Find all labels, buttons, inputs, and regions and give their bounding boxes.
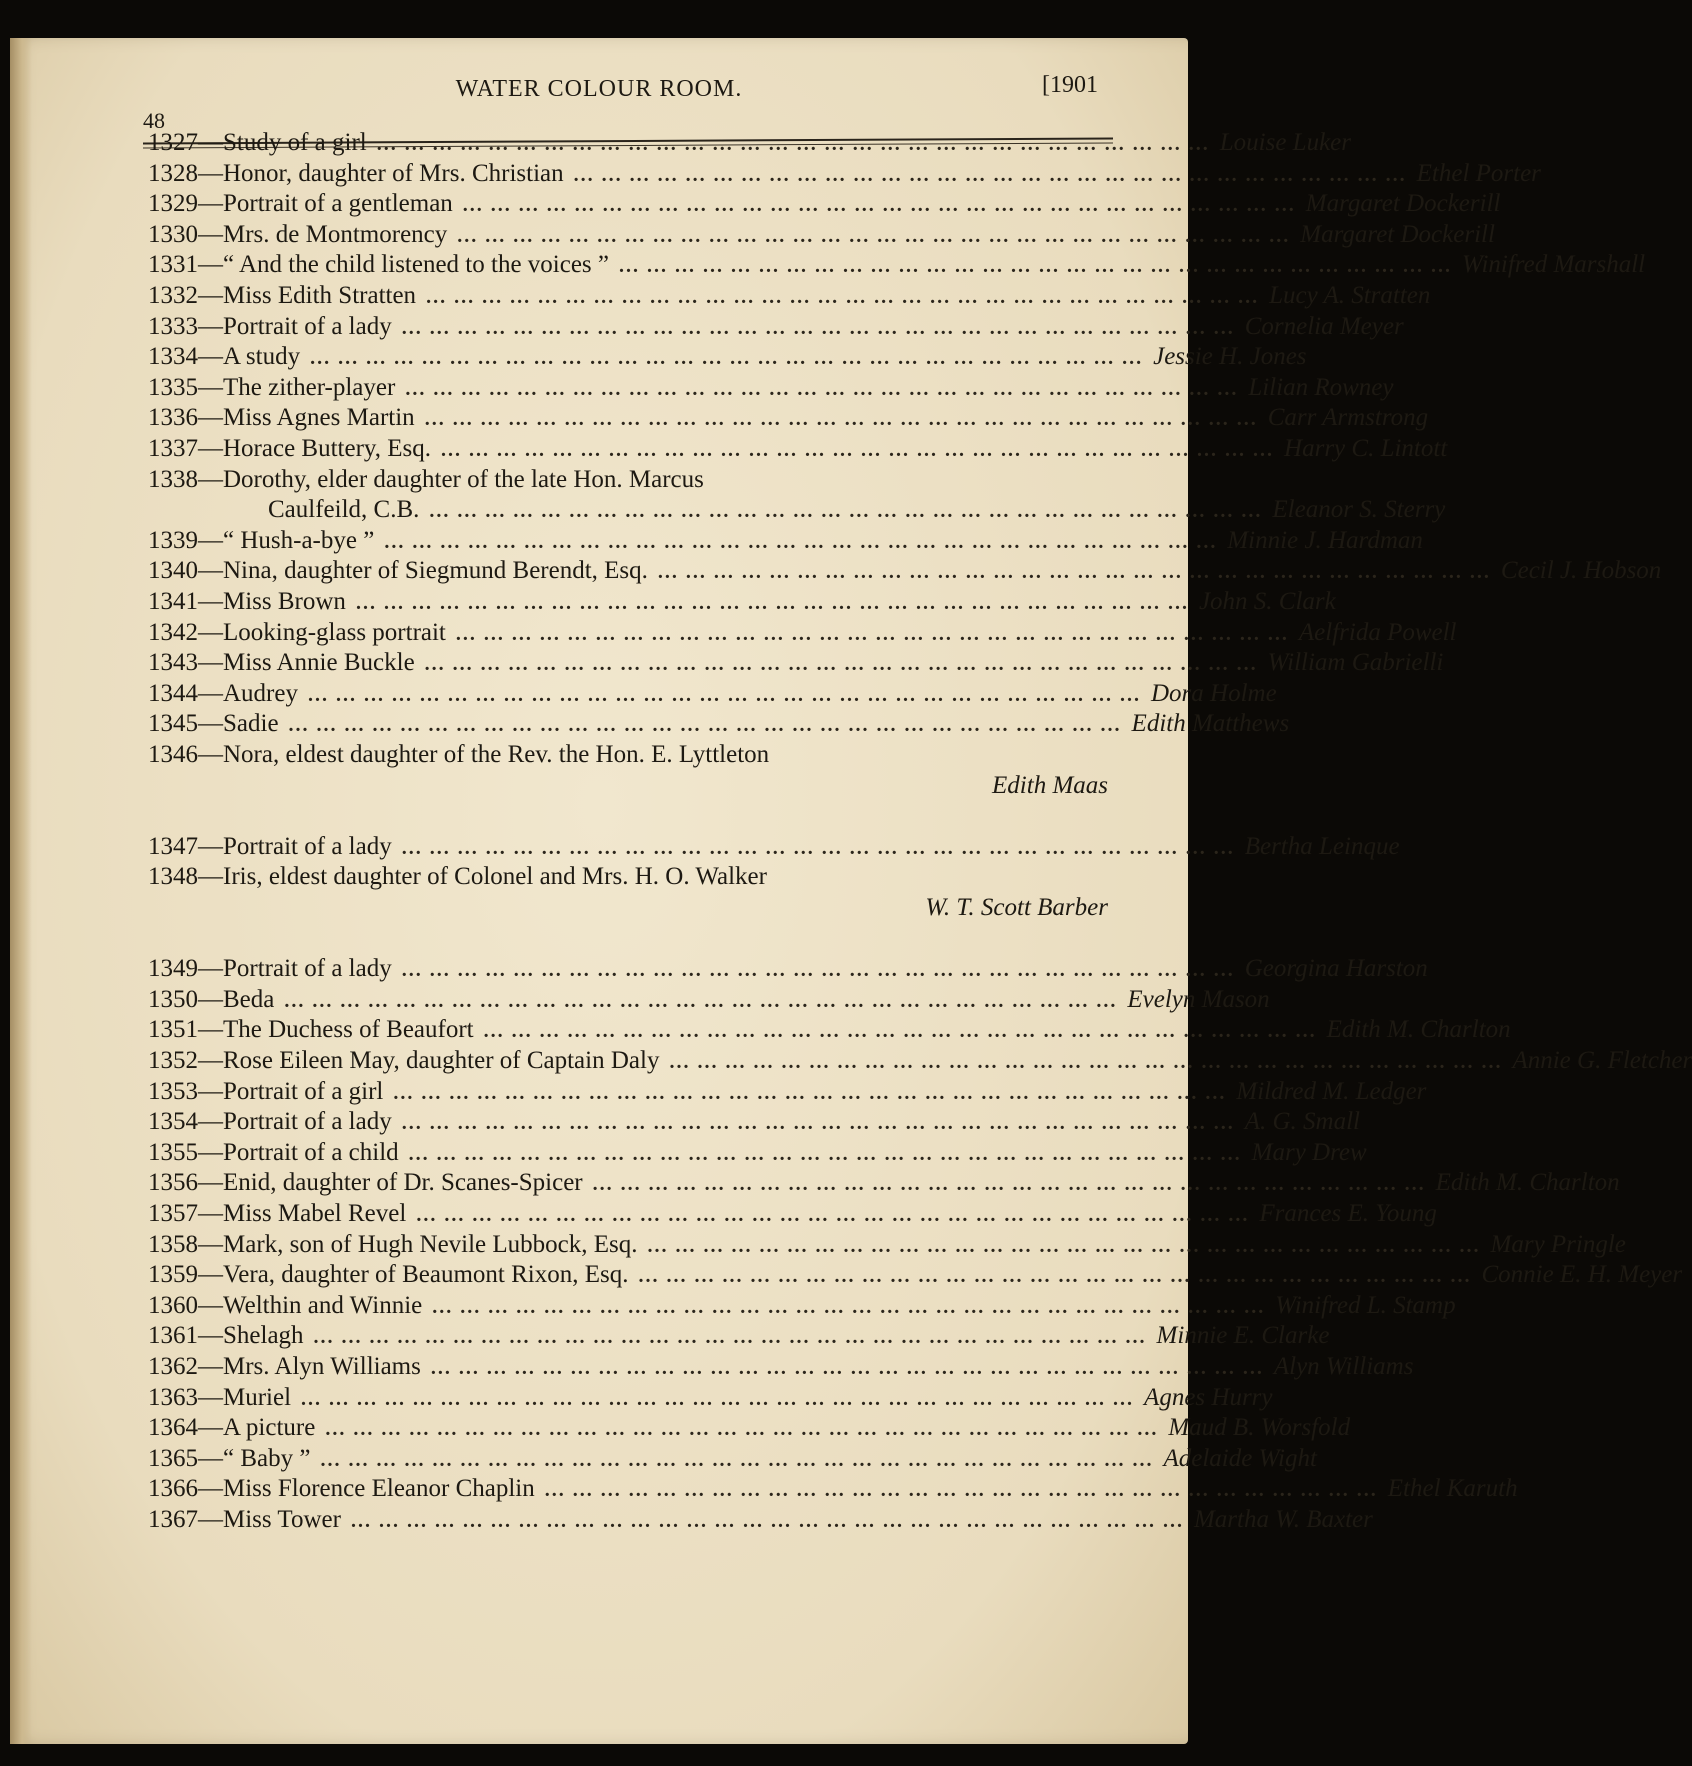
- entry-number: 1335: [148, 373, 198, 401]
- entry-number: 1336: [148, 404, 198, 432]
- entry-artist: Minnie E. Clarke: [1156, 1322, 1330, 1350]
- entry-artist: Lilian Rowney: [1248, 373, 1394, 401]
- dot-leader: ... ... ... ... ... ... ... ... ... ... ... ... ... ... ... ... ... ... ... ... ... ... ... ... ... ... ... ... ... ...: [424, 408, 1258, 431]
- entry-artist: Agnes Hurry: [1144, 1383, 1273, 1411]
- entry-title: —Audrey: [198, 679, 298, 707]
- catalogue-entry: [148, 159, 1541, 189]
- catalogue-entry: [148, 1413, 1351, 1443]
- dot-leader: ... ... ... ... ... ... ... ... ... ... ... ... ... ... ... ... ... ... ... ... ... ... ... ... ... ... ... ... ... ...: [376, 133, 1210, 155]
- entry-title: —Miss Agnes Martin: [198, 404, 415, 432]
- entry-number: 1342: [148, 618, 198, 646]
- entry-artist: Mildred M. Ledger: [1236, 1077, 1427, 1105]
- entry-number: 1329: [148, 190, 198, 218]
- entry-number: 1347: [148, 832, 198, 860]
- dot-leader: ... ... ... ... ... ... ... ... ... ... ... ... ... ... ... ... ... ... ... ... ... ... ... ... ... ... ... ... ... ...: [647, 1234, 1481, 1257]
- entry-title: —Mark, son of Hugh Nevile Lubbock, Esq.: [198, 1230, 638, 1258]
- dot-leader: ... ... ... ... ... ... ... ... ... ... ... ... ... ... ... ... ... ... ... ... ... ... ... ... ... ... ... ... ... ...: [657, 561, 1491, 584]
- dot-leader: ... ... ... ... ... ... ... ... ... ... ... ... ... ... ... ... ... ... ... ... ... ... ... ... ... ... ... ... ... ...: [320, 1448, 1154, 1471]
- entry-continuation: [268, 495, 1446, 525]
- entry-title: —“ Hush-a-bye ”: [198, 526, 375, 554]
- entry-title: —Nora, eldest daughter of the Rev. the Hon. E. Lyttleton: [198, 741, 770, 768]
- catalogue-entry: [148, 1199, 1437, 1229]
- entry-number: 1366: [148, 1475, 198, 1503]
- catalogue-entry: [148, 985, 1270, 1015]
- dot-leader: ... ... ... ... ... ... ... ... ... ... ... ... ... ... ... ... ... ... ... ... ... ... ... ... ... ... ... ... ... ...: [401, 316, 1235, 339]
- dot-leader: ... ... ... ... ... ... ... ... ... ... ... ... ... ... ... ... ... ... ... ... ... ... ... ... ... ... ... ... ... ...: [313, 1326, 1147, 1349]
- catalogue-entry: [148, 1321, 1330, 1351]
- catalogue-page: [10, 38, 1692, 1744]
- entry-number: 1356: [148, 1169, 198, 1197]
- entry-title: —Sadie: [198, 710, 279, 738]
- catalogue-entry: [148, 648, 1444, 678]
- year-label: [1901: [1042, 72, 1098, 98]
- catalogue-entry: [148, 1230, 1626, 1260]
- entry-number: 1357: [148, 1200, 198, 1227]
- book-gutter: [10, 38, 32, 1744]
- entry-title: —Welthin and Winnie: [198, 1291, 423, 1319]
- catalogue-entry: [148, 465, 1108, 495]
- entry-artist: Aelfrida Powell: [1298, 618, 1457, 646]
- entry-title: —Portrait of a lady: [198, 312, 392, 340]
- entry-title: —Enid, daughter of Dr. Scanes-Spicer: [198, 1169, 583, 1197]
- entry-number: 1351: [148, 1016, 198, 1044]
- entry-number: 1331: [148, 251, 198, 279]
- catalogue-entry: [148, 1015, 1511, 1045]
- entry-title-continued: Caulfeild, C.B.: [268, 496, 420, 524]
- entry-artist: Margaret Dockerill: [1305, 190, 1501, 218]
- dot-leader: ... ... ... ... ... ... ... ... ... ... ... ... ... ... ... ... ... ... ... ... ... ... ... ... ... ... ... ... ... ...: [483, 1020, 1317, 1043]
- dot-leader: ... ... ... ... ... ... ... ... ... ... ... ... ... ... ... ... ... ... ... ... ... ... ... ... ... ... ... ... ... ...: [393, 1081, 1227, 1104]
- dot-leader: ... ... ... ... ... ... ... ... ... ... ... ... ... ... ... ... ... ... ... ... ... ... ... ... ... ... ... ... ... ...: [462, 194, 1296, 217]
- entry-title: —The zither-player: [198, 373, 396, 401]
- entry-number: 1337: [148, 435, 198, 462]
- catalogue-entry: [148, 1352, 1414, 1382]
- catalogue-entry: [148, 556, 1662, 586]
- entry-title: —Miss Tower: [198, 1506, 341, 1533]
- dot-leader: ... ... ... ... ... ... ... ... ... ... ... ... ... ... ... ... ... ... ... ... ... ... ... ... ... ... ... ... ... ...: [429, 500, 1263, 523]
- entry-artist: Ethel Porter: [1416, 159, 1541, 187]
- entry-artist: W. T. Scott Barber: [925, 894, 1108, 921]
- catalogue-entry: [148, 954, 1428, 984]
- entry-title: —Nina, daughter of Siegmund Berendt, Esq.: [198, 557, 648, 585]
- dot-leader: ... ... ... ... ... ... ... ... ... ... ... ... ... ... ... ... ... ... ... ... ... ... ... ... ... ... ... ... ... ...: [619, 255, 1453, 278]
- entry-artist: Minnie J. Hardman: [1227, 526, 1423, 554]
- entry-artist: Cornelia Meyer: [1244, 312, 1404, 340]
- dot-leader: ... ... ... ... ... ... ... ... ... ... ... ... ... ... ... ... ... ... ... ... ... ... ... ... ... ... ... ... ... ...: [573, 163, 1407, 186]
- entry-number: 1340: [148, 557, 198, 585]
- dot-leader: ... ... ... ... ... ... ... ... ... ... ... ... ... ... ... ... ... ... ... ... ... ... ... ... ... ... ... ... ... ...: [384, 530, 1218, 553]
- dot-leader: ... ... ... ... ... ... ... ... ... ... ... ... ... ... ... ... ... ... ... ... ... ... ... ... ... ... ... ... ... ...: [401, 836, 1235, 859]
- entry-title: —Mrs. de Montmorency: [198, 220, 448, 248]
- entry-artist: Winifred L. Stamp: [1275, 1291, 1456, 1319]
- dot-leader: ... ... ... ... ... ... ... ... ... ... ... ... ... ... ... ... ... ... ... ... ... ... ... ... ... ... ... ... ... ...: [441, 439, 1275, 461]
- entry-artist: Connie E. H. Meyer: [1481, 1261, 1683, 1289]
- dot-leader: ... ... ... ... ... ... ... ... ... ... ... ... ... ... ... ... ... ... ... ... ... ... ... ... ... ... ... ... ... ...: [544, 1479, 1378, 1502]
- entry-number: 1333: [148, 312, 198, 340]
- catalogue-entry: [148, 526, 1423, 556]
- entry-number: 1343: [148, 649, 198, 677]
- entry-title: —Looking-glass portrait: [198, 618, 446, 646]
- entry-number: 1345: [148, 710, 198, 738]
- entry-number: 1349: [148, 955, 198, 983]
- catalogue-entry: [148, 403, 1429, 433]
- dot-leader: ... ... ... ... ... ... ... ... ... ... ... ... ... ... ... ... ... ... ... ... ... ... ... ... ... ... ... ... ... ...: [405, 377, 1239, 400]
- entry-title: —“ Baby ”: [198, 1444, 311, 1472]
- catalogue-entry: [148, 342, 1307, 372]
- catalogue-entry: [148, 1168, 1620, 1198]
- entry-artist: Mary Drew: [1251, 1138, 1367, 1166]
- catalogue-entry: [148, 1474, 1518, 1504]
- dot-leader: ... ... ... ... ... ... ... ... ... ... ... ... ... ... ... ... ... ... ... ... ... ... ... ... ... ... ... ... ... ...: [455, 622, 1289, 645]
- entry-number: 1330: [148, 220, 198, 248]
- dot-leader: ... ... ... ... ... ... ... ... ... ... ... ... ... ... ... ... ... ... ... ... ... ... ... ... ... ... ... ... ... ...: [288, 714, 1122, 737]
- entry-number: 1341: [148, 588, 198, 615]
- catalogue-entry: [148, 312, 1404, 342]
- entry-artist: Edith M. Charlton: [1435, 1169, 1620, 1197]
- entry-title: —Portrait of a lady: [198, 1108, 392, 1136]
- entry-artist: Alyn Williams: [1273, 1353, 1414, 1380]
- entry-number: 1367: [148, 1506, 198, 1533]
- entry-artist: Edith Maas: [992, 771, 1108, 799]
- page-number: 48: [143, 108, 165, 133]
- entry-artist: Margaret Dockerill: [1300, 220, 1495, 248]
- catalogue-entry: [148, 1444, 1317, 1474]
- entry-artist: Martha W. Baxter: [1193, 1506, 1373, 1533]
- dot-leader: ... ... ... ... ... ... ... ... ... ... ... ... ... ... ... ... ... ... ... ... ... ... ... ... ... ... ... ... ... ...: [457, 224, 1291, 247]
- entry-title: —Miss Brown: [198, 588, 346, 615]
- entry-number: 1352: [148, 1047, 198, 1074]
- entry-artist: Edith Matthews: [1131, 710, 1290, 738]
- catalogue-entry: [148, 1046, 1692, 1076]
- entry-artist: A. G. Small: [1244, 1108, 1360, 1136]
- entry-number: 1354: [148, 1108, 198, 1136]
- entry-artist: Georgina Harston: [1244, 955, 1428, 983]
- entry-title: —A study: [198, 343, 301, 371]
- dot-leader: ... ... ... ... ... ... ... ... ... ... ... ... ... ... ... ... ... ... ... ... ... ... ... ... ... ... ... ... ... ...: [350, 1510, 1184, 1532]
- catalogue-entry: [148, 1260, 1683, 1290]
- entry-title: —Miss Edith Stratten: [198, 282, 417, 309]
- catalogue-entry: [148, 1383, 1273, 1413]
- entry-title: —Mrs. Alyn Williams: [198, 1353, 421, 1380]
- catalogue-entry: [148, 1291, 1456, 1321]
- entry-number: 1363: [148, 1383, 198, 1411]
- catalogue-entry: [148, 587, 1336, 617]
- entry-title: —Portrait of a lady: [198, 832, 392, 860]
- dot-leader: ... ... ... ... ... ... ... ... ... ... ... ... ... ... ... ... ... ... ... ... ... ... ... ... ... ... ... ... ... ...: [325, 1418, 1159, 1441]
- entry-number: 1365: [148, 1444, 198, 1472]
- dot-leader: ... ... ... ... ... ... ... ... ... ... ... ... ... ... ... ... ... ... ... ... ... ... ... ... ... ... ... ... ... ...: [401, 959, 1235, 982]
- dot-leader: ... ... ... ... ... ... ... ... ... ... ... ... ... ... ... ... ... ... ... ... ... ... ... ... ... ... ... ... ... ...: [301, 1387, 1135, 1410]
- entry-title: —Rose Eileen May, daughter of Captain Daly: [198, 1047, 660, 1074]
- entry-number: 1332: [148, 282, 198, 309]
- entry-title: —Miss Florence Eleanor Chaplin: [198, 1475, 535, 1503]
- entry-number: 1364: [148, 1414, 198, 1442]
- entry-title: —Muriel: [198, 1383, 292, 1411]
- entry-artist: Bertha Leinque: [1244, 832, 1400, 860]
- dot-leader: ... ... ... ... ... ... ... ... ... ... ... ... ... ... ... ... ... ... ... ... ... ... ... ... ... ... ... ... ... ...: [426, 286, 1260, 308]
- entry-number: 1362: [148, 1353, 198, 1380]
- dot-leader: ... ... ... ... ... ... ... ... ... ... ... ... ... ... ... ... ... ... ... ... ... ... ... ... ... ... ... ... ... ...: [638, 1265, 1472, 1288]
- entry-artist: Annie G. Fletcher: [1512, 1047, 1692, 1074]
- entry-title: —Portrait of a girl: [198, 1077, 384, 1105]
- dot-leader: ... ... ... ... ... ... ... ... ... ... ... ... ... ... ... ... ... ... ... ... ... ... ... ... ... ... ... ... ... ...: [310, 347, 1144, 370]
- dot-leader: ... ... ... ... ... ... ... ... ... ... ... ... ... ... ... ... ... ... ... ... ... ... ... ... ... ... ... ... ... ...: [408, 1142, 1242, 1165]
- dot-leader: ... ... ... ... ... ... ... ... ... ... ... ... ... ... ... ... ... ... ... ... ... ... ... ... ... ... ... ... ... ...: [284, 989, 1118, 1012]
- entry-title: —“ And the child listened to the voices ”: [198, 251, 610, 279]
- entry-artist: Frances E. Young: [1259, 1200, 1437, 1227]
- dot-leader: ... ... ... ... ... ... ... ... ... ... ... ... ... ... ... ... ... ... ... ... ... ... ... ... ... ... ... ... ... ...: [355, 592, 1189, 614]
- entry-title: —Portrait of a gentleman: [198, 190, 453, 218]
- running-title: WATER COLOUR ROOM.: [455, 76, 743, 102]
- entry-title: —Horace Buttery, Esq.: [198, 435, 432, 462]
- entry-artist: John S. Clark: [1198, 588, 1336, 615]
- entry-artist: William Gabrielli: [1267, 649, 1444, 677]
- entry-title: —Portrait of a lady: [198, 955, 392, 983]
- entry-artist: Winifred Marshall: [1462, 251, 1646, 279]
- entry-number: 1350: [148, 985, 198, 1013]
- entry-number: 1327: [148, 129, 198, 156]
- catalogue-entry: [148, 1138, 1367, 1168]
- catalogue-entry: [148, 618, 1457, 648]
- entry-artist: Dora Holme: [1150, 679, 1277, 707]
- entry-artist: Evelyn Mason: [1127, 985, 1270, 1013]
- entry-number: 1361: [148, 1322, 198, 1350]
- dot-leader: ... ... ... ... ... ... ... ... ... ... ... ... ... ... ... ... ... ... ... ... ... ... ... ... ... ... ... ... ... ...: [430, 1357, 1264, 1379]
- entry-title: —A picture: [198, 1414, 316, 1442]
- entry-artist: Maud B. Worsfold: [1168, 1414, 1351, 1442]
- catalogue-entry: [148, 862, 1108, 892]
- entry-artist: Mary Pringle: [1490, 1230, 1626, 1258]
- catalogue-entry: [148, 373, 1394, 403]
- entry-number: 1355: [148, 1138, 198, 1166]
- entry-number: 1339: [148, 526, 198, 554]
- entry-title: —Honor, daughter of Mrs. Christian: [198, 159, 564, 187]
- catalogue-entry: [148, 1077, 1427, 1107]
- catalogue-entry: [148, 434, 1448, 464]
- entry-number: 1348: [148, 863, 198, 891]
- catalogue-entry: [148, 220, 1495, 250]
- entry-title: —Vera, daughter of Beaumont Rixon, Esq.: [198, 1261, 629, 1289]
- entry-number: 1360: [148, 1291, 198, 1319]
- entry-number: 1338: [148, 465, 198, 493]
- entry-number: 1359: [148, 1261, 198, 1289]
- catalogue-entry: [148, 679, 1277, 709]
- entry-number: 1346: [148, 741, 198, 768]
- catalogue-entry: [148, 189, 1501, 219]
- entry-artist: Lucy A. Stratten: [1269, 282, 1431, 309]
- catalogue-entry: [148, 128, 1351, 158]
- catalogue-entry: [148, 1505, 1373, 1535]
- entry-title: —Beda: [198, 985, 275, 1013]
- dot-leader: ... ... ... ... ... ... ... ... ... ... ... ... ... ... ... ... ... ... ... ... ... ... ... ... ... ... ... ... ... ...: [307, 683, 1141, 706]
- entry-number: 1344: [148, 679, 198, 707]
- dot-leader: ... ... ... ... ... ... ... ... ... ... ... ... ... ... ... ... ... ... ... ... ... ... ... ... ... ... ... ... ... ...: [424, 653, 1258, 676]
- entry-artist: Cecil J. Hobson: [1500, 557, 1662, 585]
- dot-leader: ... ... ... ... ... ... ... ... ... ... ... ... ... ... ... ... ... ... ... ... ... ... ... ... ... ... ... ... ... ...: [592, 1173, 1426, 1196]
- entry-title: —Miss Annie Buckle: [198, 649, 415, 677]
- entry-title: —Dorothy, elder daughter of the late Hon. Marcus: [198, 465, 704, 493]
- entry-title: —The Duchess of Beaufort: [198, 1016, 474, 1044]
- entry-number: 1334: [148, 343, 198, 371]
- entry-artist: Eleanor S. Sterry: [1272, 496, 1446, 524]
- catalogue-entry: [148, 740, 1108, 770]
- entry-artist: Adelaide Wight: [1163, 1444, 1317, 1472]
- entry-title: —Study of a girl: [198, 129, 367, 156]
- entry-title: —Miss Mabel Revel: [198, 1200, 407, 1227]
- dot-leader: ... ... ... ... ... ... ... ... ... ... ... ... ... ... ... ... ... ... ... ... ... ... ... ... ... ... ... ... ... ...: [669, 1051, 1503, 1073]
- dot-leader: ... ... ... ... ... ... ... ... ... ... ... ... ... ... ... ... ... ... ... ... ... ... ... ... ... ... ... ... ... ...: [416, 1204, 1250, 1226]
- entry-title: —Iris, eldest daughter of Colonel and Mrs. H. O. Walker: [198, 863, 767, 891]
- entry-number: 1328: [148, 159, 198, 187]
- dot-leader: ... ... ... ... ... ... ... ... ... ... ... ... ... ... ... ... ... ... ... ... ... ... ... ... ... ... ... ... ... ...: [401, 1112, 1235, 1135]
- catalogue-entry: [148, 281, 1431, 311]
- dot-leader: ... ... ... ... ... ... ... ... ... ... ... ... ... ... ... ... ... ... ... ... ... ... ... ... ... ... ... ... ... ...: [432, 1295, 1266, 1318]
- catalogue-entry: [148, 1107, 1360, 1137]
- entry-artist: Jessie H. Jones: [1153, 343, 1307, 371]
- entry-number: 1358: [148, 1230, 198, 1258]
- entry-artist: Carr Armstrong: [1267, 404, 1429, 432]
- entry-number: 1353: [148, 1077, 198, 1105]
- catalogue-entry: [148, 832, 1400, 862]
- catalogue-entry: [148, 250, 1646, 280]
- entry-title: —Portrait of a child: [198, 1138, 399, 1166]
- entry-artist: Harry C. Lintott: [1284, 435, 1448, 462]
- entry-artist: Louise Luker: [1219, 129, 1351, 156]
- entry-artist: Ethel Karuth: [1387, 1475, 1518, 1503]
- entry-artist: Edith M. Charlton: [1326, 1016, 1511, 1044]
- entry-title: —Shelagh: [198, 1322, 304, 1350]
- catalogue-entry: [148, 709, 1290, 739]
